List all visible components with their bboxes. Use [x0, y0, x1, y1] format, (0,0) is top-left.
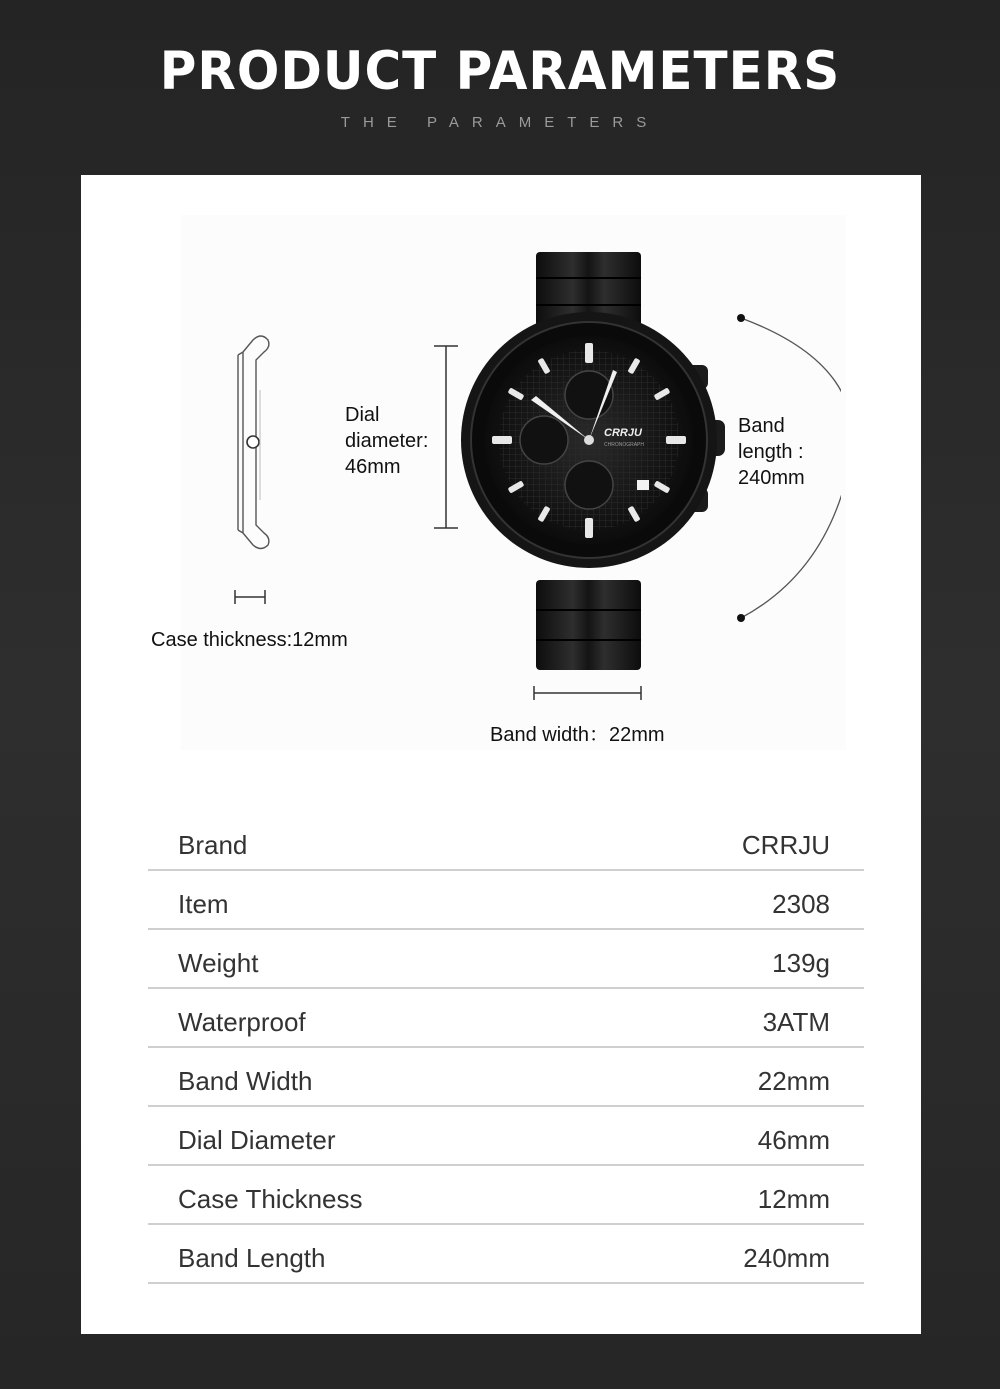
spec-key: Brand	[178, 830, 248, 860]
watch-brand-text: CRRJU	[604, 427, 642, 439]
table-row	[148, 989, 864, 1048]
watch-image	[461, 250, 731, 675]
table-row	[148, 930, 864, 989]
page-subtitle: THE PARAMETERS	[340, 114, 660, 131]
spec-key: Dial Diameter	[178, 1125, 336, 1155]
spec-key: Weight	[178, 948, 259, 978]
spec-value: 240mm	[743, 1243, 830, 1273]
table-row	[148, 1225, 864, 1284]
table-row	[148, 812, 864, 871]
spec-key: Item	[178, 889, 229, 919]
parameters-card	[81, 175, 921, 1334]
case-profile-icon	[231, 330, 281, 555]
spec-key: Case Thickness	[178, 1184, 363, 1214]
spec-value: CRRJU	[741, 830, 830, 860]
spec-value: 2308	[772, 889, 830, 919]
table-row	[148, 1166, 864, 1225]
band-width-indicator	[531, 683, 646, 703]
specs-table	[148, 812, 864, 1284]
table-row	[148, 1107, 864, 1166]
table-row	[148, 871, 864, 930]
watch-sub-text: CHRONOGRAPH	[604, 442, 645, 448]
case-thickness-label: Case thickness:12mm	[151, 629, 348, 651]
table-row	[148, 1048, 864, 1107]
spec-value: 139g	[772, 948, 830, 978]
dial-diameter-indicator	[431, 343, 461, 533]
spec-key: Band Width	[178, 1066, 313, 1096]
spec-value: 22mm	[757, 1066, 830, 1096]
band-length-label: Band length : 240mm	[738, 415, 805, 489]
spec-key: Waterproof	[178, 1007, 306, 1037]
dial-diameter-label: Dial diameter: 46mm	[345, 404, 429, 478]
spec-value: 46mm	[757, 1125, 830, 1155]
case-thickness-indicator	[231, 587, 271, 607]
spec-value: 3ATM	[762, 1007, 830, 1037]
spec-key: Band Length	[178, 1243, 326, 1273]
page-title: PRODUCT PARAMETERS	[159, 40, 841, 102]
band-width-label: Band width：22mm	[490, 724, 665, 746]
spec-value: 12mm	[757, 1184, 830, 1214]
